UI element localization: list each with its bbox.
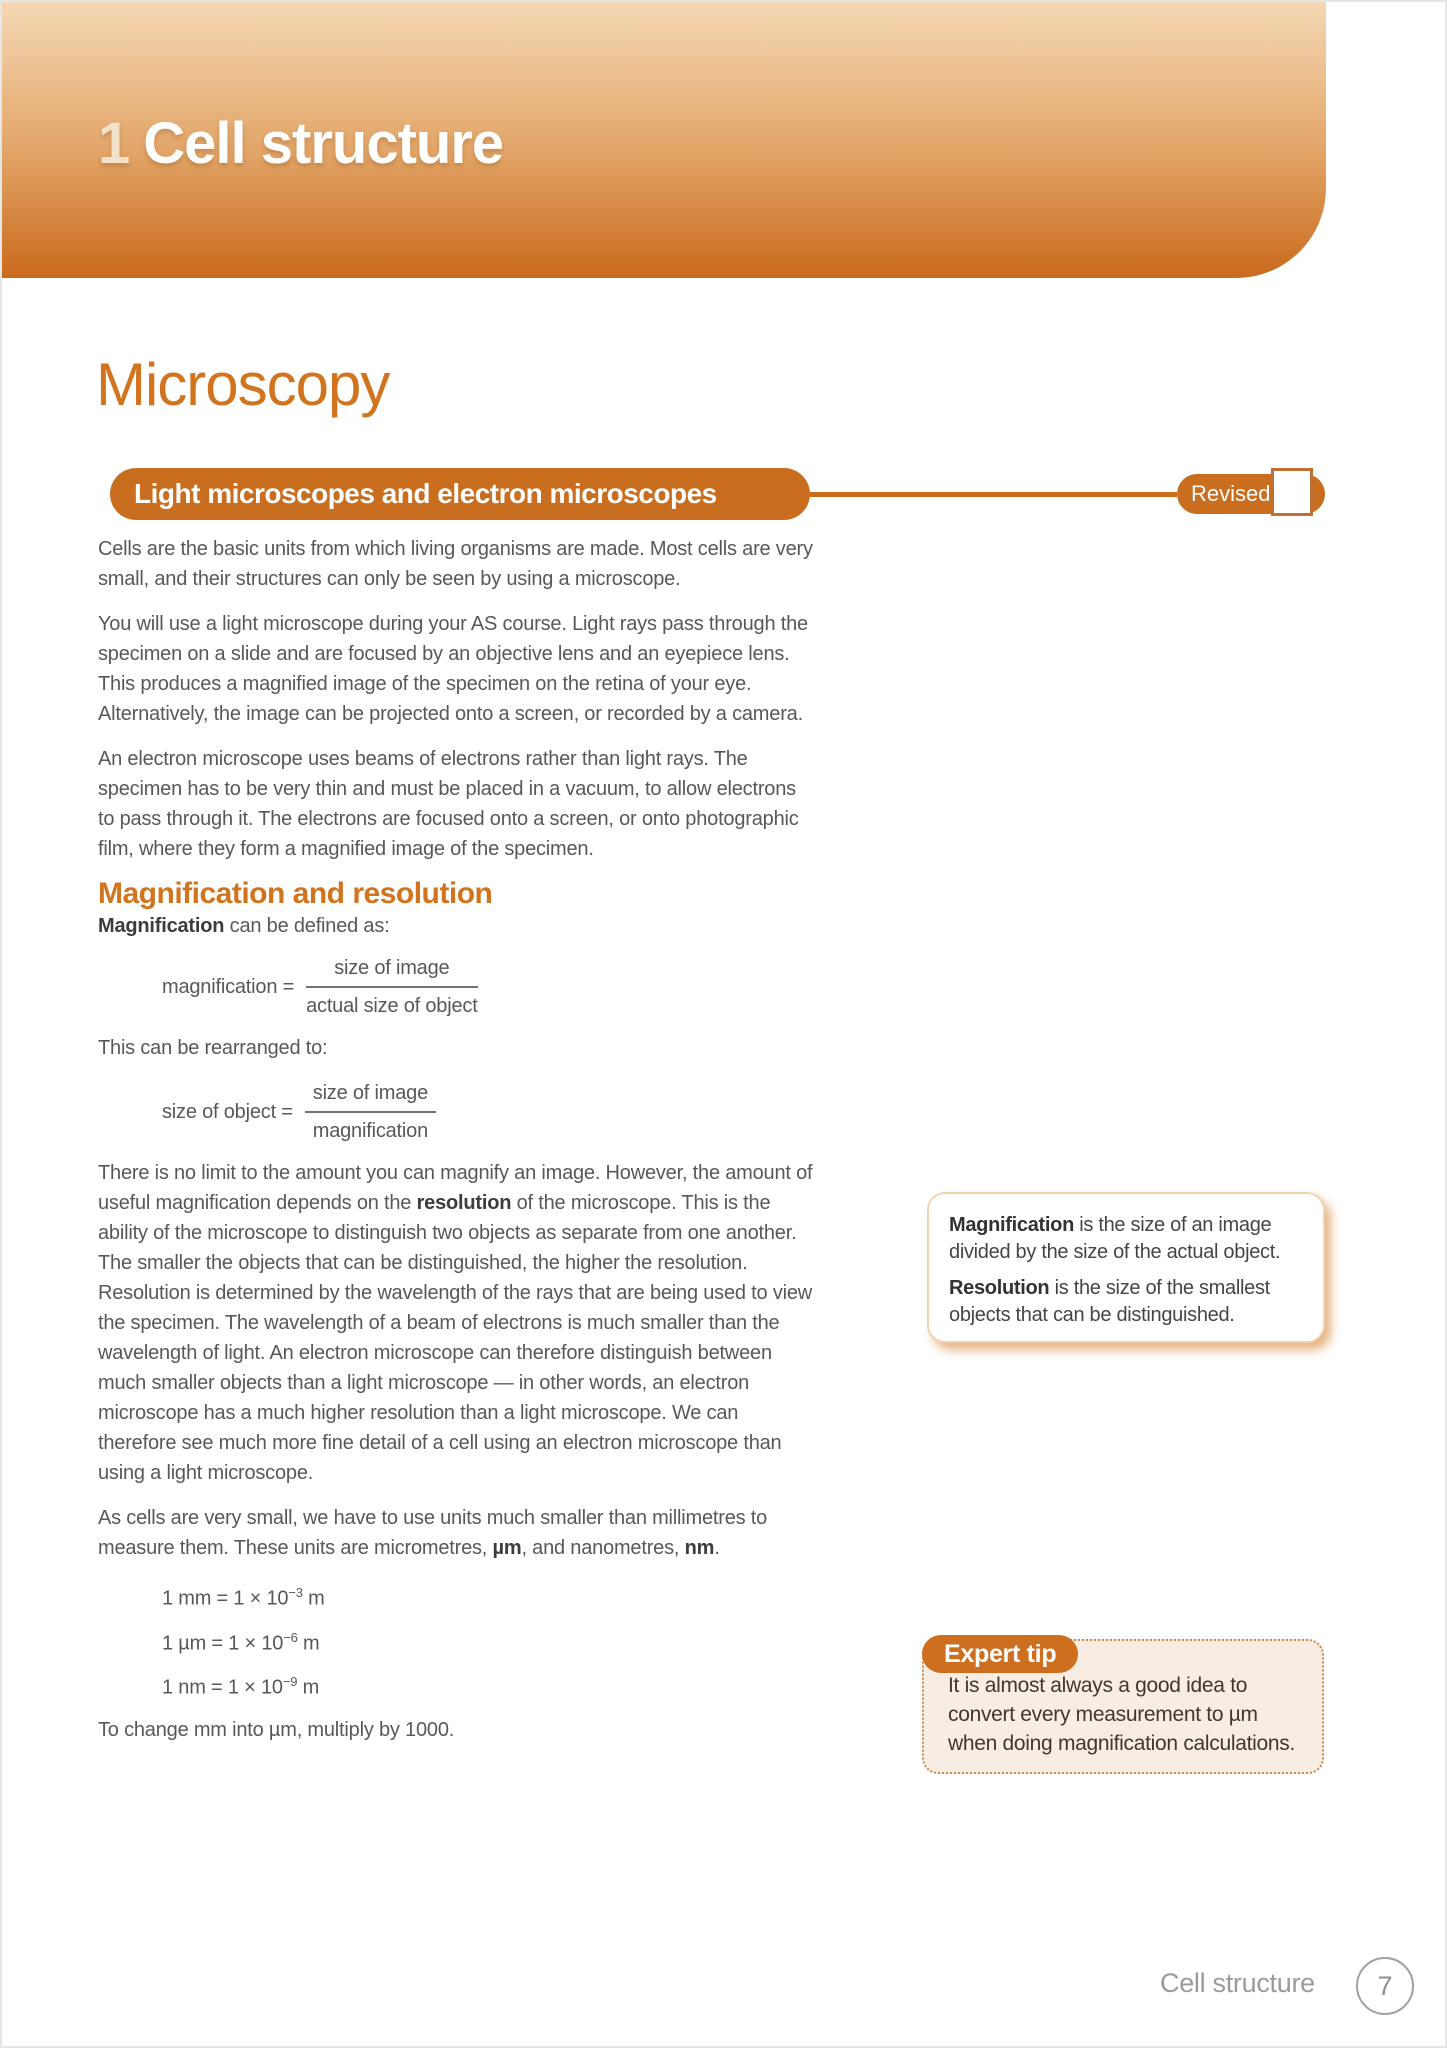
bold-term-micrometres: µm xyxy=(492,1537,522,1559)
formula-lhs: size of object = xyxy=(162,1101,293,1123)
chapter-number: 1 xyxy=(98,111,130,176)
chapter-banner xyxy=(2,2,1326,278)
revised-checkbox[interactable] xyxy=(1271,468,1313,516)
footer-section-name: Cell structure xyxy=(1160,1968,1315,1998)
expert-tip-text: It is almost always a good idea to convert every measurement to µm when doing magnification calculations. xyxy=(948,1674,1295,1755)
paragraph-cells-basic-units: Cells are the basic units from which living organisms are made. Most cells are very small, and their structures can only be seen by using a microscope. xyxy=(98,538,813,590)
bold-term-nanometres: nm xyxy=(684,1537,715,1559)
fraction-numerator: size of image xyxy=(305,1078,436,1113)
expert-tip-label: Expert tip xyxy=(922,1635,1078,1673)
unit-conversion-um: 1 $\mu m = 1 \times 10^{-6}$ m xyxy=(162,1629,320,1655)
page-title: Microscopy xyxy=(96,351,390,418)
unit-conversion-list xyxy=(162,1578,814,1703)
bold-term-resolution: resolution xyxy=(416,1192,512,1214)
expert-tip-box xyxy=(922,1639,1324,1774)
bold-term-magnification: Magnification xyxy=(98,915,225,937)
paragraph-electron-microscope: An electron microscope uses beams of electrons rather than light rays. The specimen has to be very thin and must be placed in a vacuum, to allow electrons to pass through it. The electrons are focused onto a screen, or onto photographic film, where they form a magnified image of the specimen. xyxy=(98,748,799,860)
definition-term: Magnification xyxy=(949,1214,1074,1236)
conversion-note: To change mm into µm, multiply by 1000. xyxy=(98,1718,455,1741)
unit-conversion-nm: 1 nm = $1 \times 10^{-9}$ m xyxy=(162,1674,320,1699)
fraction-numerator: size of image xyxy=(306,953,477,988)
definition-magnification: Magnification is the size of an image divided by the size of the actual object. xyxy=(949,1214,1281,1263)
subheading-magnification-resolution: Magnification and resolution xyxy=(98,877,493,910)
paragraph-resolution: There is no limit to the amount you can magnify an image. However, the amount of useful magnification depends on the resolution of the microscope. This is the ability of the microscope to distinguish two objects as separate from one another. The smaller the objects that can be distinguished, the higher the resolution. Resolution is determined by the wavelength of the rays that are being used to view the specimen. The wavelength of a beam of electrons is much smaller than the wavelength of light. An electron microscope can therefore distinguish between much smaller objects than a light microscope — in other words, an electron microscope has a much higher resolution than a light microscope. We can therefore see much more fine detail of a cell using an electron microscope than using a light microscope. xyxy=(98,1162,813,1484)
paragraph-light-microscope: You will use a light microscope during your AS course. Light rays pass through the specimen on a slide and are focused by an objective lens and an eyepiece lens. This produces a magnified image of the specimen on the retina of your eye. Alternatively, the image can be projected onto a screen, or recorded by a camera. xyxy=(98,613,808,725)
rearranged-intro: This can be rearranged to: xyxy=(98,1037,328,1059)
unit-conversion-mm: 1 mm = $1 \times 10^{-3}$ m xyxy=(162,1585,325,1610)
definition-resolution: Resolution is the size of the smallest objects that can be distinguished. xyxy=(949,1277,1270,1326)
exponent: −3 xyxy=(288,1585,303,1600)
heading-connector-line xyxy=(810,492,1177,497)
revised-tracker xyxy=(1177,468,1325,520)
exponent: −9 xyxy=(282,1674,298,1690)
section-heading-pill: Light microscopes and electron microscopes xyxy=(110,468,810,520)
section-header-row xyxy=(110,468,1325,520)
chapter-name: Cell structure xyxy=(143,111,504,176)
revised-label: Revised xyxy=(1177,474,1325,514)
exponent: −6 xyxy=(283,1629,298,1645)
fraction-denominator: magnification xyxy=(312,1120,428,1142)
magnification-definition-intro: Magnification can be defined as: xyxy=(98,915,390,937)
definition-term: Resolution xyxy=(949,1277,1050,1299)
formula-fraction xyxy=(305,1078,436,1146)
definition-box xyxy=(927,1192,1325,1343)
size-of-object-formula xyxy=(162,1078,814,1146)
main-text-column xyxy=(98,534,814,1760)
formula-fraction xyxy=(306,953,477,1021)
fraction-denominator: actual size of object xyxy=(306,995,478,1017)
paragraph-units: As cells are very small, we have to use units much smaller than millimetres to measure them. These units are micrometres, µm, and nanometres, nm. xyxy=(98,1507,768,1559)
chapter-title xyxy=(98,110,503,177)
magnification-formula xyxy=(162,953,814,1021)
page-number-badge: 7 xyxy=(1356,1957,1414,2015)
formula-lhs: magnification = xyxy=(162,976,295,998)
